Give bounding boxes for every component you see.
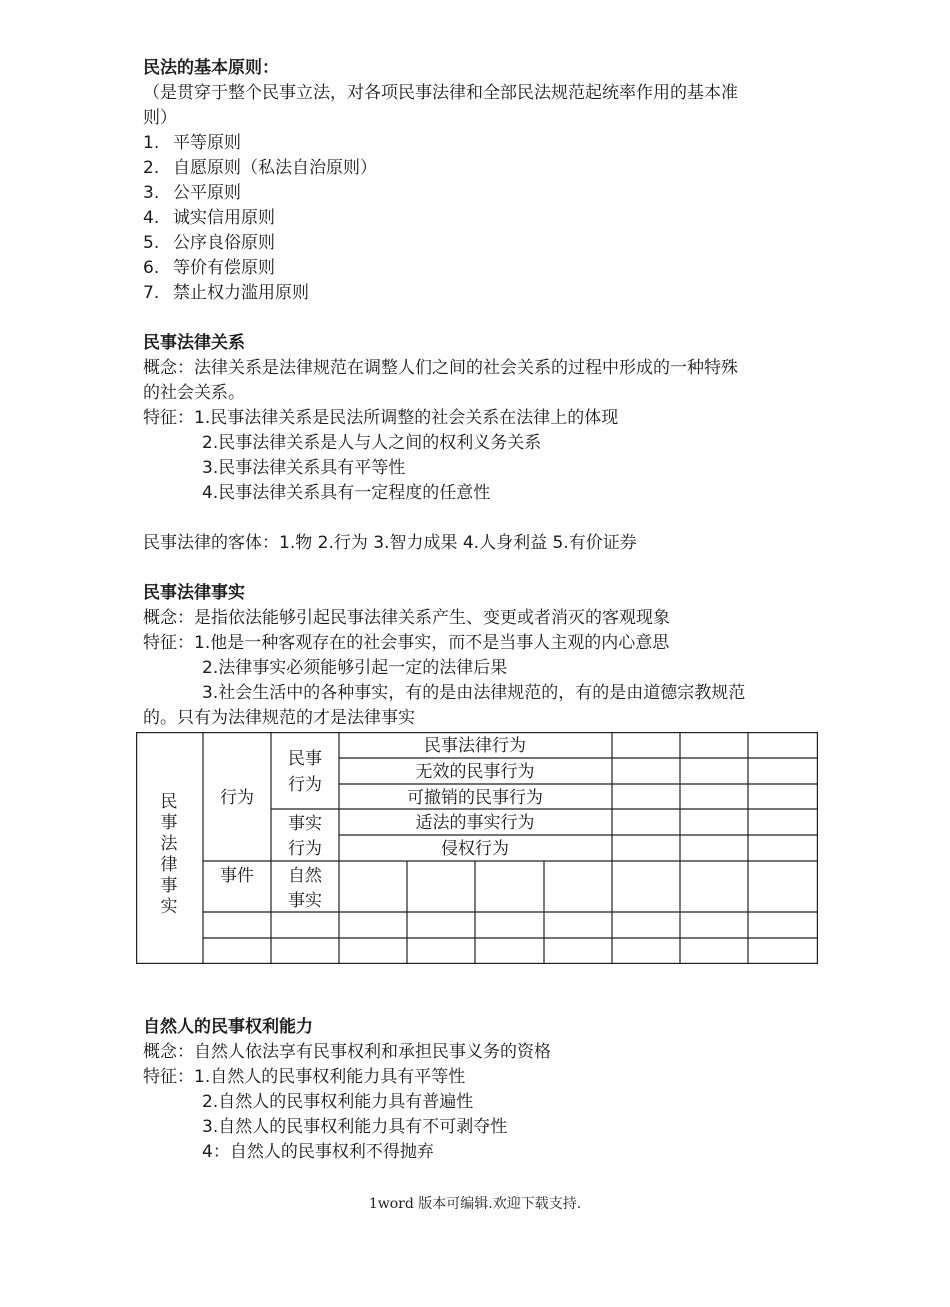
section2-feature: 特征：1.民事法律关系是民法所调整的社会关系在法律上的体现 <box>143 408 619 428</box>
section2-feature: 2.民事法律关系是人与人之间的权利义务关系 <box>202 433 542 453</box>
section3-feature: 2.法律事实必须能够引起一定的法律后果 <box>202 658 508 678</box>
section2-heading: 民事法律关系 <box>143 333 245 353</box>
section3-feature: 3.社会生活中的各种事实，有的是由法律规范的，有的是由道德宗教规范 <box>202 683 746 703</box>
principle-item: 4. 诚实信用原则 <box>143 208 275 228</box>
section4-feature: 特征：1.自然人的民事权利能力具有平等性 <box>143 1067 466 1087</box>
section4-feature: 3.自然人的民事权利能力具有不可剥夺性 <box>202 1117 508 1137</box>
table-grid <box>136 732 818 964</box>
fact-act-label: 事实 <box>288 814 322 834</box>
section3-feature: 特征：1.他是一种客观存在的社会事实，而不是当事人主观的内心意思 <box>143 633 670 653</box>
root-char: 事 <box>160 876 178 896</box>
section1-desc-cont: 则） <box>143 108 177 128</box>
section1-heading: 民法的基本原则： <box>143 58 279 78</box>
root-char: 法 <box>160 834 178 854</box>
root-char: 实 <box>160 897 178 917</box>
fact-act-label: 行为 <box>288 839 322 859</box>
natural-fact-label: 自然 <box>288 866 322 886</box>
section2-feature: 4.民事法律关系具有一定程度的任意性 <box>202 483 491 503</box>
legal-fact-table <box>136 732 818 964</box>
principle-item: 1. 平等原则 <box>143 133 241 153</box>
section3-heading: 民事法律事实 <box>143 583 245 603</box>
section3-feature-cont: 的。只有为法律规范的才是法律事实 <box>143 708 415 728</box>
root-char: 事 <box>160 813 178 833</box>
section4-feature: 4：自然人的民事权利不得抛弃 <box>202 1142 434 1162</box>
document-body <box>143 56 823 731</box>
root-char: 民 <box>160 792 178 812</box>
table-row-label: 无效的民事行为 <box>415 762 535 782</box>
civil-act-label: 民事 <box>288 749 322 769</box>
table-row-label: 可撤销的民事行为 <box>407 788 543 808</box>
principle-item: 3. 公平原则 <box>143 183 241 203</box>
principle-item: 5. 公序良俗原则 <box>143 233 275 253</box>
section4-concept: 概念：自然人依法享有民事权利和承担民事义务的资格 <box>143 1042 551 1062</box>
root-char: 律 <box>160 855 178 875</box>
civil-act-label: 行为 <box>288 775 322 795</box>
section4-heading: 自然人的民事权利能力 <box>143 1017 313 1037</box>
table-row-label: 民事法律行为 <box>424 736 526 756</box>
principle-item: 2. 自愿原则（私法自治原则） <box>143 158 377 178</box>
section2-feature: 3.民事法律关系具有平等性 <box>202 458 406 478</box>
table-row-label: 适法的事实行为 <box>415 813 535 833</box>
act-label: 行为 <box>220 788 254 808</box>
natural-fact-label: 事实 <box>288 891 322 911</box>
table-row-label: 侵权行为 <box>441 839 509 859</box>
section2-concept: 概念：法律关系是法律规范在调整人们之间的社会关系的过程中形成的一种特殊 <box>143 358 738 378</box>
section4 <box>143 1015 823 1165</box>
section1-desc: （是贯穿于整个民事立法，对各项民事法律和全部民法规范起统率作用的基本准 <box>143 83 738 103</box>
object-line: 民事法律的客体：1.物 2.行为 3.智力成果 4.人身利益 5.有价证券 <box>143 533 637 553</box>
footer-note: 1word 版本可编辑.欢迎下载支持. <box>368 1196 582 1212</box>
principle-item: 6. 等价有偿原则 <box>143 258 275 278</box>
section3-concept: 概念：是指依法能够引起民事法律关系产生、变更或者消灭的客观现象 <box>143 608 670 628</box>
section4-feature: 2.自然人的民事权利能力具有普遍性 <box>202 1092 474 1112</box>
principle-item: 7. 禁止权力滥用原则 <box>143 283 309 303</box>
section2-concept-cont: 的社会关系。 <box>143 383 245 403</box>
event-label: 事件 <box>220 866 254 886</box>
